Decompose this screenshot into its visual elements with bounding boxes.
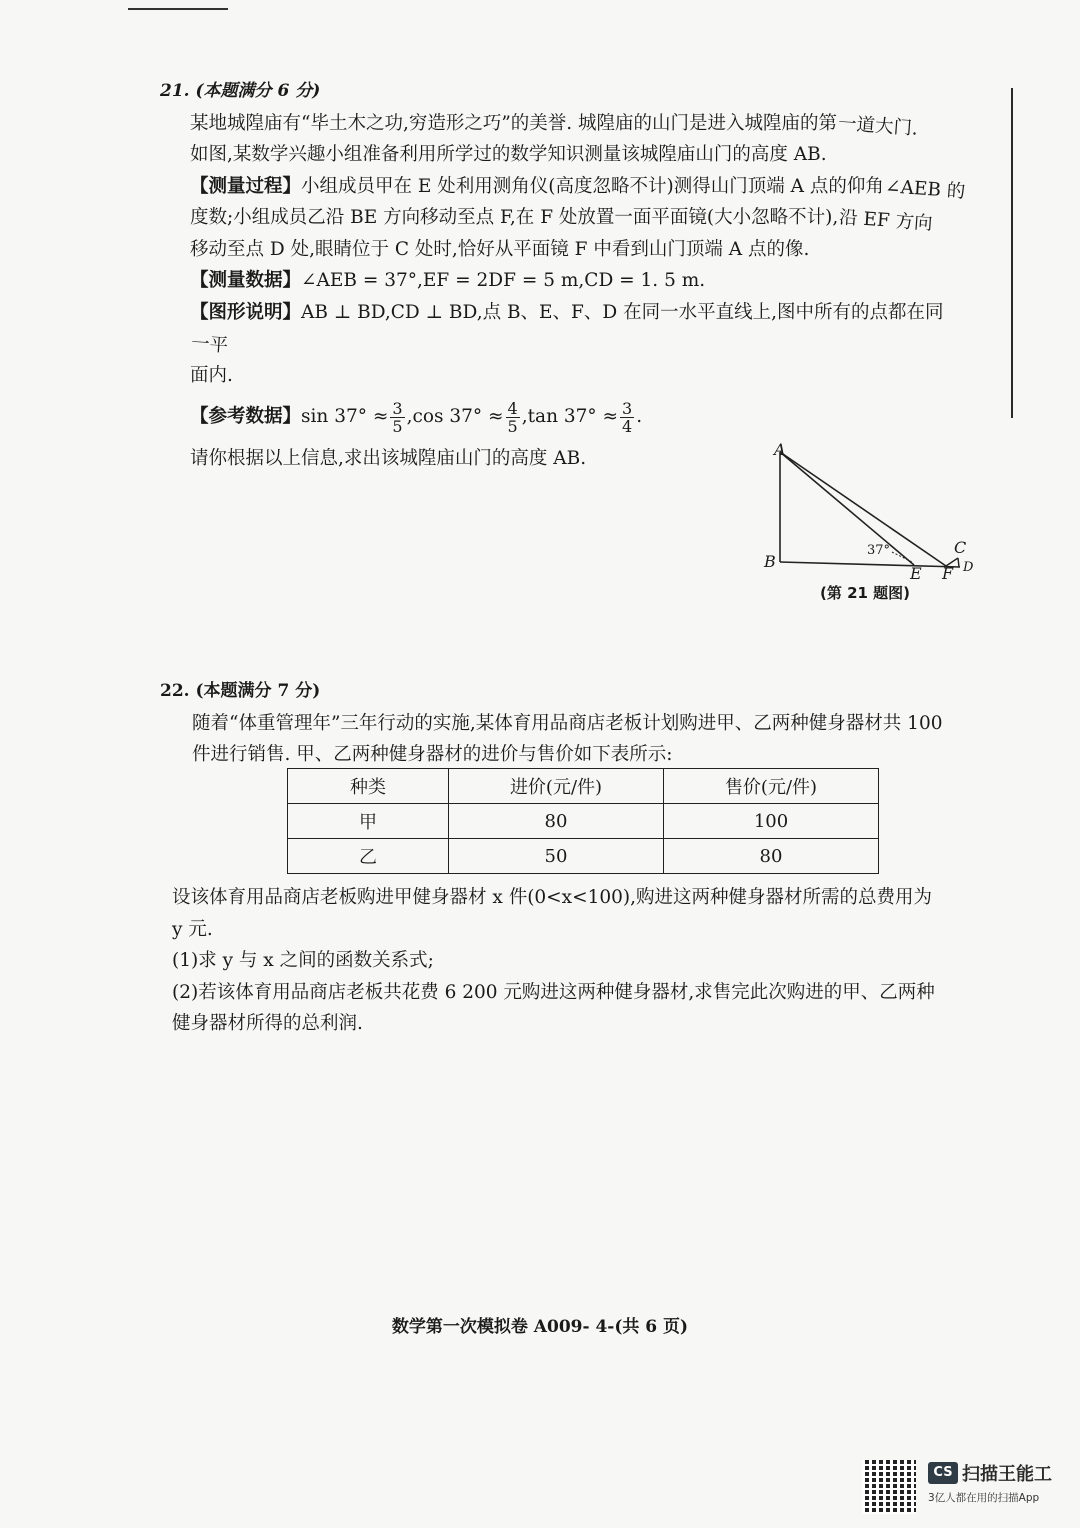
table-cell: 乙 <box>288 839 449 874</box>
point-label-c: C <box>954 538 967 557</box>
fraction <box>620 400 634 435</box>
watermark-tagline: 3亿人都在用的扫描App <box>928 1492 1040 1504</box>
fraction <box>506 400 520 435</box>
page-footer: 数学第一次模拟卷 A009- 4-(共 6 页) <box>391 1317 689 1337</box>
question-number: 22. <box>160 681 190 701</box>
q21-figure-text-tail: 一平 <box>190 333 229 357</box>
angle-label: 37° <box>867 543 891 558</box>
question-21-heading <box>160 76 980 108</box>
qr-code-icon <box>862 1460 916 1514</box>
q21-figure-text: AB ⊥ BD,CD ⊥ BD,点 B、E、F、D 在同一水平直线上,图中所有的点都在同 <box>301 301 944 323</box>
figure-21 <box>760 440 990 610</box>
table-row <box>288 804 879 839</box>
point-label-f: F <box>942 564 954 583</box>
section-tag: 【测量过程】 <box>190 175 302 197</box>
q21-process-line <box>190 171 980 203</box>
point-label-a: A <box>774 440 786 459</box>
q21-process-line <box>190 202 980 234</box>
ref-tan: ,tan 37° ≈ <box>521 406 619 427</box>
figure-21-diagram <box>760 440 990 580</box>
segment-bd <box>780 562 960 567</box>
page-edge-line <box>1011 88 1013 418</box>
fraction-numerator: 3 <box>392 398 403 418</box>
q21-intro-line: 如图,某数学兴趣小组准备利用所学过的数学知识测量该城隍庙山门的高度 AB. <box>190 144 827 165</box>
q21-data-text: ∠AEB = 37°,EF = 2DF = 5 m,CD = 1. 5 m. <box>301 270 706 291</box>
q21-process-text-tail: ∠AEB 的 <box>884 175 966 203</box>
question-22 <box>160 676 990 771</box>
ref-cos: ,cos 37° ≈ <box>406 406 504 427</box>
q22-part-2: (2)若该体育用品商店老板共花费 6 200 元购进这两种健身器材,求售完此次购进的甲、乙两种 <box>172 981 935 1003</box>
q21-data-line <box>190 265 980 297</box>
segment-af <box>780 452 946 566</box>
q21-intro-text: 某地城隍庙有“毕土木之功,穷造形之巧”的美誉. 城隍庙的山门是进入城隍庙的第 <box>190 112 838 134</box>
q22-part-2: 健身器材所得的总利润. <box>172 1013 363 1034</box>
q22-setup-line: 设该体育用品商店老板购进甲健身器材 x 件(0<x<100),购进这两种健身器材所需的总费用为 <box>172 887 933 908</box>
section-tag: 【图形说明】 <box>190 301 302 323</box>
table-cell: 80 <box>664 839 879 874</box>
section-tag: 【参考数据】 <box>190 406 302 427</box>
segment-cd <box>958 558 959 567</box>
q21-reference-line <box>190 391 980 443</box>
table-header-cell: 进价(元/件) <box>449 769 664 804</box>
table-cell: 80 <box>449 804 664 839</box>
q22-setup-line: y 元. <box>172 918 213 940</box>
question-22-heading <box>160 676 990 708</box>
point-label-e: E <box>910 564 922 583</box>
fraction-numerator: 3 <box>622 398 633 418</box>
q21-process-text: 小组成员甲在 E 处利用测角仪(高度忽略不计)测得山门顶端 A 点的仰角 <box>301 175 884 197</box>
table-header-cell: 种类 <box>288 769 449 804</box>
segment-ae <box>780 452 914 565</box>
fraction-denominator: 5 <box>392 416 403 436</box>
point-label-b: B <box>764 552 776 571</box>
ref-end: . <box>636 406 643 427</box>
watermark-name: 扫描王能工 <box>962 1464 1052 1485</box>
ref-sin: sin 37° ≈ <box>301 406 389 427</box>
q21-intro-text-tail: 一道大门. <box>837 112 919 140</box>
price-table <box>287 768 879 874</box>
table-cell: 100 <box>664 804 879 839</box>
q21-process-text-tail: 沿 EF 方向 <box>838 207 934 235</box>
q21-intro-line <box>190 108 980 140</box>
q21-ask-line: 请你根据以上信息,求出该城隍庙山门的高度 AB. <box>190 448 587 469</box>
table-cell: 甲 <box>288 804 449 839</box>
question-22-continued <box>172 882 992 1040</box>
question-number: 21. <box>160 81 190 101</box>
fraction-denominator: 5 <box>507 416 518 436</box>
fraction <box>390 400 404 435</box>
q21-process-text: 度数;小组成员乙沿 BE 方向移动至点 F,在 F 处放置一面平面镜(大小忽略不计), <box>190 207 839 228</box>
fraction-denominator: 4 <box>622 416 633 436</box>
page-edge-line <box>128 8 228 10</box>
q21-figure-line <box>190 297 980 360</box>
fraction-numerator: 4 <box>507 398 518 418</box>
q22-intro-line: 随着“体重管理年”三年行动的实施,某体育用品商店老板计划购进甲、乙两种健身器材共 100 <box>192 712 943 734</box>
point-label-d: D <box>963 560 974 575</box>
table-header-cell: 售价(元/件) <box>664 769 879 804</box>
table-row <box>288 839 879 874</box>
camscanner-logo: CS <box>928 1462 958 1484</box>
figure-caption: (第 21 题图) <box>820 584 911 602</box>
q21-process-line: 移动至点 D 处,眼睛位于 C 处时,恰好从平面镜 F 中看到山门顶端 A 点的像. <box>190 238 810 260</box>
question-21 <box>160 76 980 475</box>
q21-figure-line: 面内. <box>190 364 233 386</box>
table-header-row <box>288 769 879 804</box>
question-score: (本题满分 6 分) <box>195 81 321 101</box>
q22-part-1: (1)求 y 与 x 之间的函数关系式; <box>172 950 434 971</box>
q22-intro-line: 件进行销售. 甲、乙两种健身器材的进价与售价如下表所示: <box>192 744 673 765</box>
question-score: (本题满分 7 分) <box>195 681 321 701</box>
table-cell: 50 <box>449 839 664 874</box>
section-tag: 【测量数据】 <box>190 270 302 291</box>
